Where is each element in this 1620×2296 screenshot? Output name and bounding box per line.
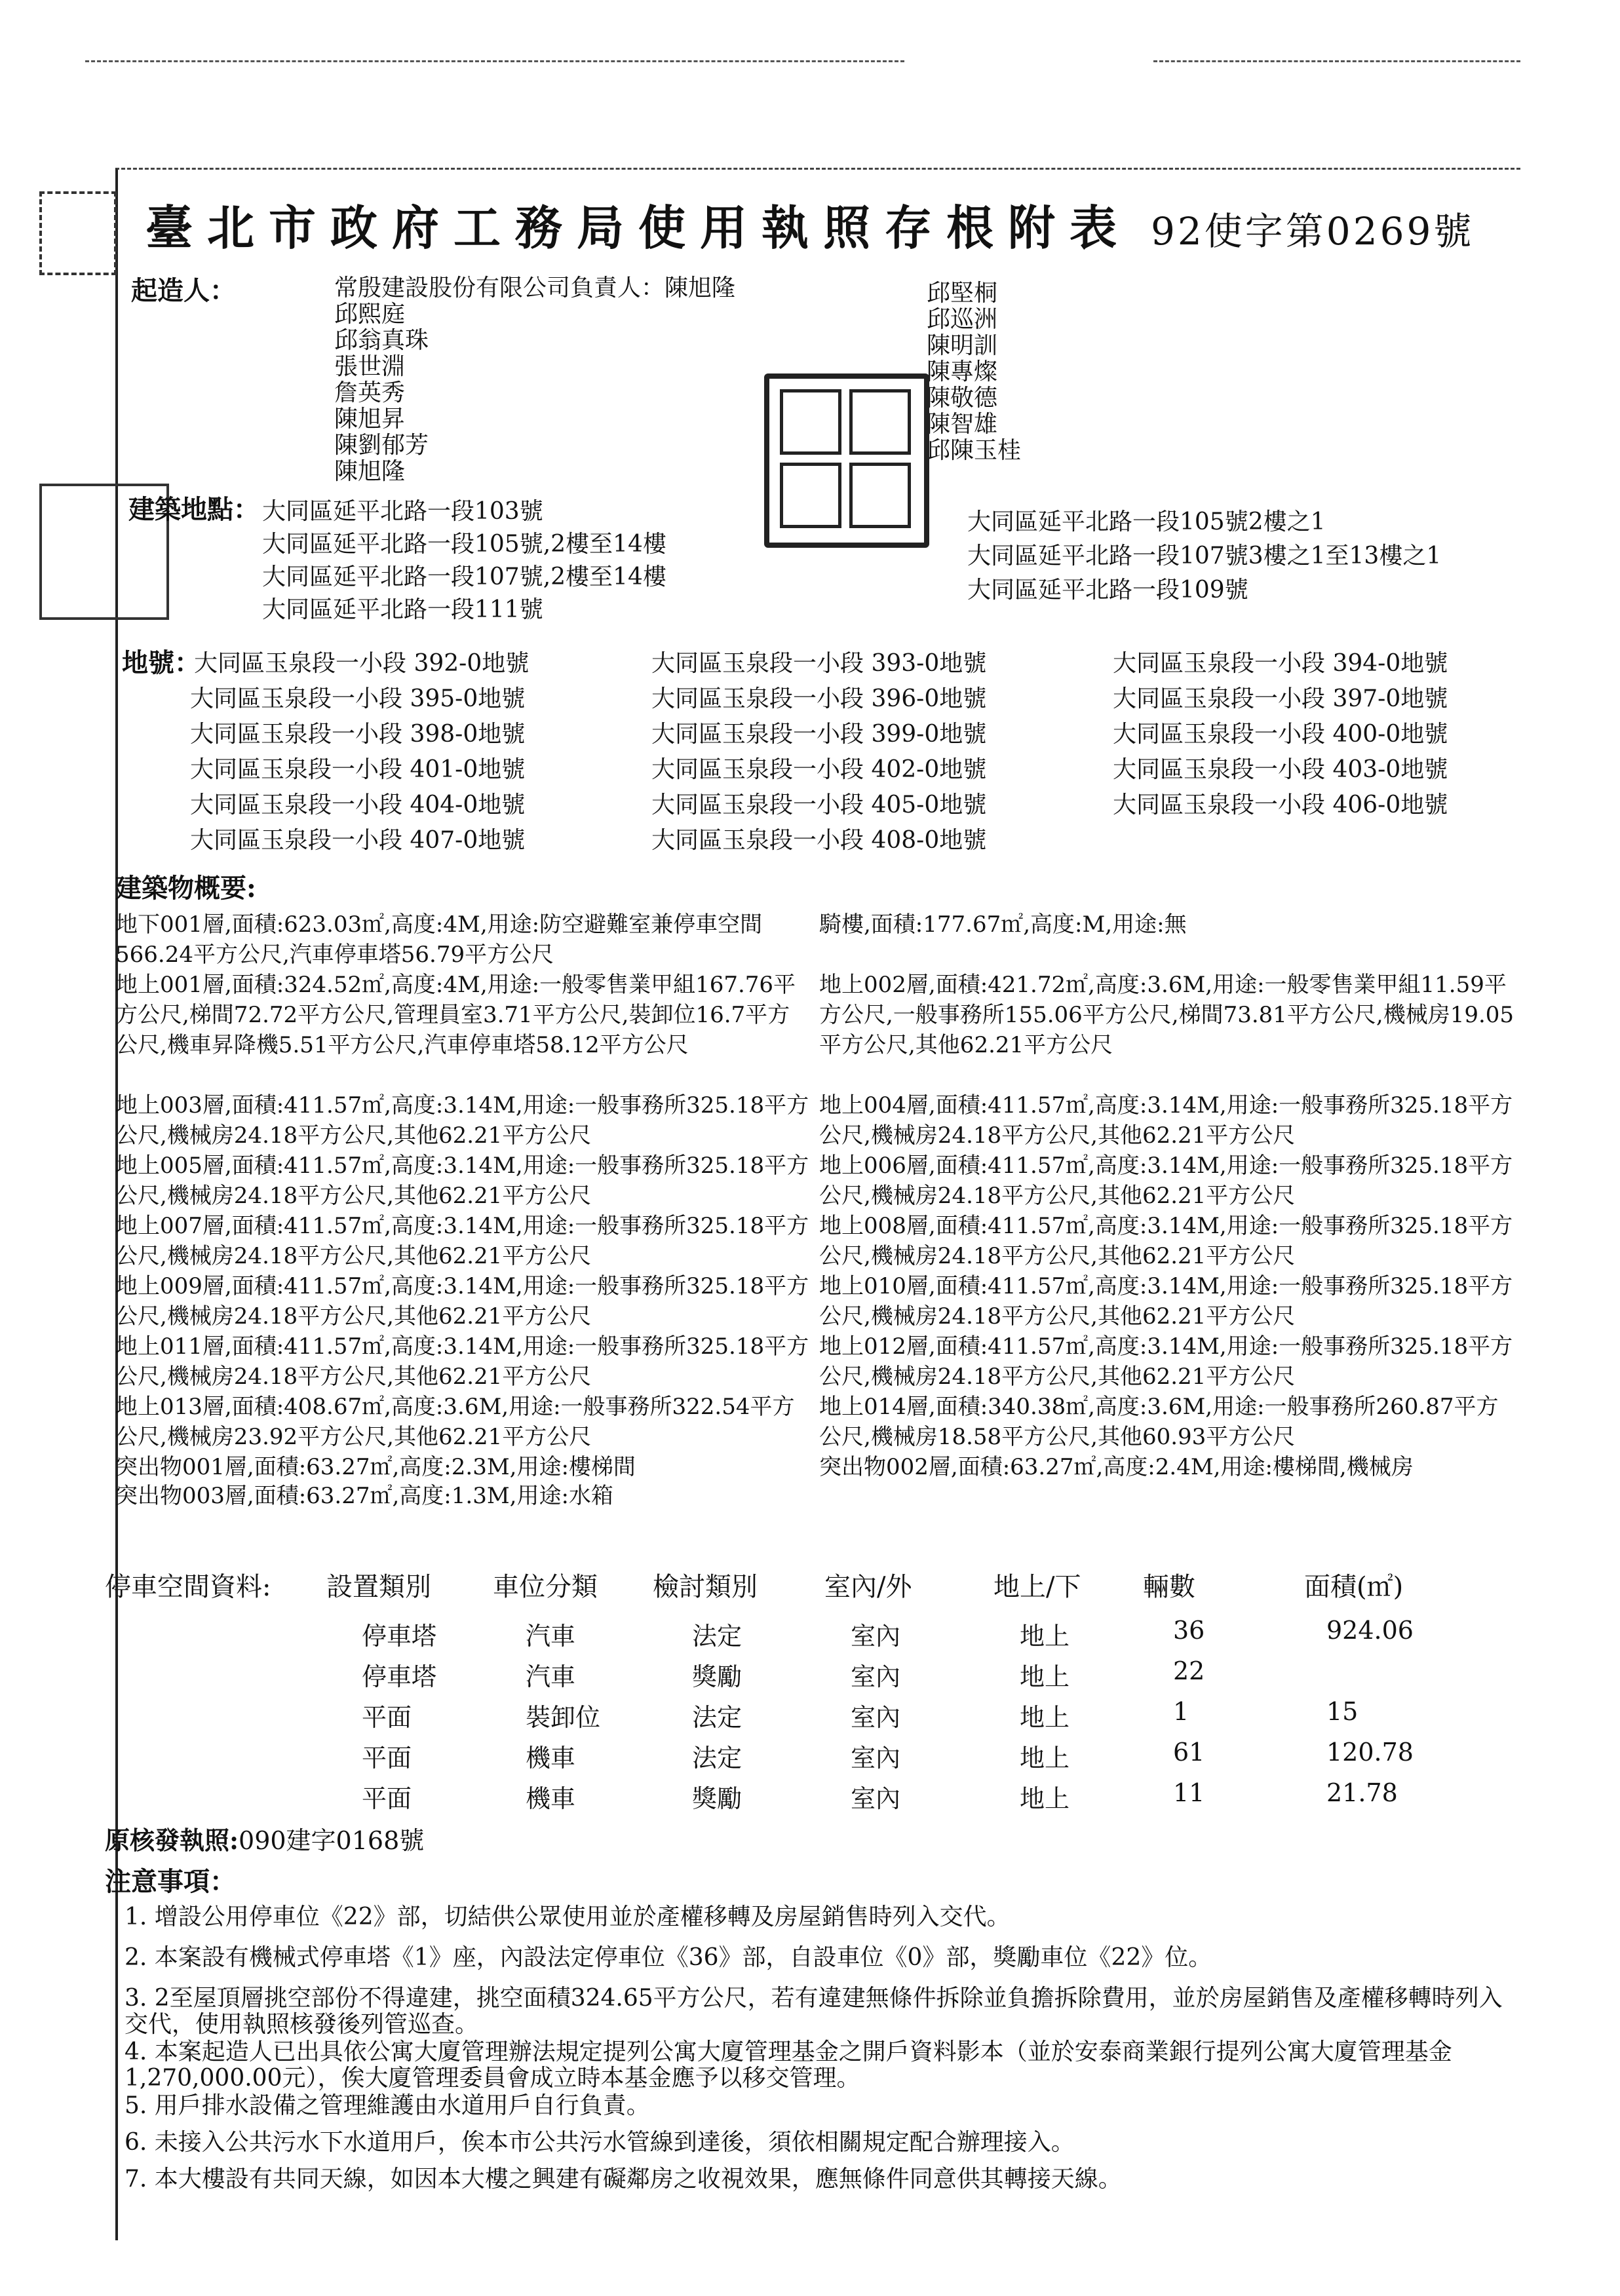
original-license-value: 090建字0168號 <box>239 1826 425 1855</box>
applicant-name: 張世淵 <box>334 353 406 380</box>
applicant-label: 起造人： <box>131 275 236 306</box>
applicant-name: 邱巡洲 <box>927 306 998 333</box>
floor-summary: 地上013層,面積:408.67㎡,高度:3.6M,用途:一般事務所322.54平方公尺,機械房23.92平方公尺,其他62.21平方公尺 <box>115 1394 795 1450</box>
site-address: 大同區延平北路一段111號 <box>262 596 543 623</box>
building-label: 建築物概要: <box>115 873 256 904</box>
site-right-list <box>967 503 1441 605</box>
lot-number: 大同區玉泉段一小段 401-0地號 <box>190 756 526 783</box>
parking-header: 室內/外 <box>824 1572 912 1602</box>
floor-summary: 地上008層,面積:411.57㎡,高度:3.14M,用途:一般事務所325.18平方公尺,機械房24.18平方公尺,其他62.21平方公尺 <box>819 1213 1513 1269</box>
parking-cell: 11 <box>1173 1778 1205 1807</box>
parking-cell: 停車塔 <box>362 1622 437 1651</box>
parking-cell: 21.78 <box>1326 1778 1398 1807</box>
applicant-left-list <box>334 275 735 485</box>
floor-summary: 地上010層,面積:411.57㎡,高度:3.14M,用途:一般事務所325.18平方公尺,機械房24.18平方公尺,其他62.21平方公尺 <box>819 1273 1513 1330</box>
parking-cell: 室內 <box>851 1622 901 1651</box>
parking-cell: 機車 <box>526 1784 576 1813</box>
floor-summary: 地上011層,面積:411.57㎡,高度:3.14M,用途:一般事務所325.18平方公尺,機械房24.18平方公尺,其他62.21平方公尺 <box>115 1333 809 1390</box>
applicant-name: 陳智雄 <box>927 411 998 438</box>
parking-header: 面積(㎡) <box>1304 1572 1404 1602</box>
notes-label: 注意事項： <box>105 1866 236 1897</box>
parking-cell: 平面 <box>362 1784 412 1813</box>
applicant-name: 邱堅桐 <box>927 280 998 307</box>
parking-cell: 裝卸位 <box>526 1703 601 1732</box>
note-item: 2. 本案設有機械式停車塔《1》座，內設法定停車位《36》部，自設車位《0》部，獎勵車位《22》位。 <box>125 1944 1212 1971</box>
applicant-name: 陳明訓 <box>927 332 998 359</box>
lot-number: 大同區玉泉段一小段 392-0地號 <box>194 650 530 677</box>
floor-summary: 地上002層,面積:421.72㎡,高度:3.6M,用途:一般零售業甲組11.59平方公尺,一般事務所155.06平方公尺,梯間73.81平方公尺,機械房19.05平方公尺,其他62.21平方公尺 <box>819 972 1514 1058</box>
applicant-name: 邱陳玉桂 <box>927 437 1022 464</box>
note-item: 6. 未接入公共污水下水道用戶，俟本市公共污水管線到達後，須依相關規定配合辦理接入。 <box>125 2129 1075 2156</box>
parking-header: 車位分類 <box>493 1572 598 1602</box>
parking-cell: 平面 <box>362 1703 412 1732</box>
floor-summary: 地上014層,面積:340.38㎡,高度:3.6M,用途:一般事務所260.87平方公尺,機械房18.58平方公尺,其他60.93平方公尺 <box>819 1394 1499 1450</box>
side-seal-top <box>39 191 117 275</box>
lot-number: 大同區玉泉段一小段 402-0地號 <box>651 756 987 783</box>
floor-summary: 地上004層,面積:411.57㎡,高度:3.14M,用途:一般事務所325.18平方公尺,機械房24.18平方公尺,其他62.21平方公尺 <box>819 1092 1513 1149</box>
applicant-name: 邱熙庭 <box>334 301 406 328</box>
parking-cell: 1 <box>1173 1697 1189 1726</box>
document-number: 92使字第0269號 <box>1151 209 1475 254</box>
lot-number: 大同區玉泉段一小段 394-0地號 <box>1113 650 1448 677</box>
parking-cell: 22 <box>1173 1656 1205 1685</box>
lot-number: 大同區玉泉段一小段 393-0地號 <box>651 650 987 677</box>
parking-cell: 地上 <box>1020 1703 1070 1732</box>
lot-number: 大同區玉泉段一小段 407-0地號 <box>190 827 526 854</box>
applicant-name: 陳專燦 <box>927 358 998 385</box>
parking-cell: 地上 <box>1020 1662 1070 1691</box>
note-item: 1. 增設公用停車位《22》部，切結供公眾使用並於產權移轉及房屋銷售時列入交代。 <box>125 1904 1011 1930</box>
parking-cell: 15 <box>1326 1697 1359 1726</box>
site-address: 大同區延平北路一段105號,2樓至14樓 <box>262 531 666 558</box>
parking-cell: 法定 <box>692 1703 742 1732</box>
floor-summary: 地上012層,面積:411.57㎡,高度:3.14M,用途:一般事務所325.18平方公尺,機械房24.18平方公尺,其他62.21平方公尺 <box>819 1333 1513 1390</box>
applicant-name: 陳劉郁芳 <box>334 432 429 459</box>
scan-line-top-right <box>1153 60 1520 62</box>
site-address: 大同區延平北路一段105號2樓之1 <box>967 508 1326 535</box>
lot-number: 大同區玉泉段一小段 398-0地號 <box>190 721 526 748</box>
applicant-name: 常殷建設股份有限公司負責人：陳旭隆 <box>334 275 736 301</box>
floor-summary: 地上009層,面積:411.57㎡,高度:3.14M,用途:一般事務所325.18平方公尺,機械房24.18平方公尺,其他62.21平方公尺 <box>115 1273 809 1330</box>
floor-summary: 騎樓,面積:177.67㎡,高度:M,用途:無 <box>819 911 1187 938</box>
applicant-name: 陳旭隆 <box>334 458 406 485</box>
note-item: 5. 用戶排水設備之管理維護由水道用戶自行負責。 <box>125 2092 650 2119</box>
lots-label: 地號： <box>122 647 201 678</box>
parking-header: 輛數 <box>1143 1572 1195 1602</box>
parking-cell: 汽車 <box>526 1622 576 1651</box>
parking-cell: 平面 <box>362 1744 412 1772</box>
parking-cell: 室內 <box>851 1784 901 1813</box>
floor-summary: 突出物002層,面積:63.27㎡,高度:2.4M,用途:樓梯間,機械房 <box>819 1454 1414 1480</box>
parking-header: 地上/下 <box>993 1572 1081 1602</box>
site-address: 大同區延平北路一段107號,2樓至14樓 <box>262 564 666 590</box>
parking-cell: 36 <box>1173 1616 1205 1645</box>
parking-cell: 獎勵 <box>692 1784 742 1813</box>
page-title: 臺北市政府工務局使用執照存根附表 <box>145 200 1132 256</box>
lot-number: 大同區玉泉段一小段 399-0地號 <box>651 721 987 748</box>
official-seal-stamp <box>764 373 929 548</box>
floor-summary: 地上003層,面積:411.57㎡,高度:3.14M,用途:一般事務所325.18平方公尺,機械房24.18平方公尺,其他62.21平方公尺 <box>115 1092 809 1149</box>
parking-cell: 室內 <box>851 1662 901 1691</box>
lot-number: 大同區玉泉段一小段 404-0地號 <box>190 792 526 818</box>
applicant-right-list <box>927 280 1021 464</box>
lot-number: 大同區玉泉段一小段 406-0地號 <box>1113 792 1448 818</box>
applicant-name: 陳旭昇 <box>334 406 406 432</box>
lot-number: 大同區玉泉段一小段 400-0地號 <box>1113 721 1448 748</box>
scan-line-top <box>85 60 904 62</box>
lot-number: 大同區玉泉段一小段 396-0地號 <box>651 685 987 712</box>
original-license-label: 原核發執照: <box>105 1826 239 1855</box>
floor-summary: 地上001層,面積:324.52㎡,高度:4M,用途:一般零售業甲組167.76平方公尺,梯間72.72平方公尺,管理員室3.71平方公尺,裝卸位16.7平方公尺,機車昇降機5.51平方公尺,汽車停車塔58.12平方公尺 <box>115 972 796 1058</box>
original-license <box>105 1820 424 1856</box>
parking-label: 停車空間資料: <box>105 1572 271 1602</box>
lot-number: 大同區玉泉段一小段 397-0地號 <box>1113 685 1448 712</box>
parking-cell: 地上 <box>1020 1622 1070 1651</box>
parking-cell: 924.06 <box>1326 1616 1414 1645</box>
site-address: 大同區延平北路一段107號3樓之1至13樓之1 <box>967 543 1442 569</box>
parking-cell: 機車 <box>526 1744 576 1772</box>
lot-number: 大同區玉泉段一小段 405-0地號 <box>651 792 987 818</box>
parking-cell: 室內 <box>851 1703 901 1732</box>
applicant-name: 陳敬德 <box>927 385 998 411</box>
site-label: 建築地點： <box>128 494 260 525</box>
parking-cell: 法定 <box>692 1744 742 1772</box>
applicant-name: 邱翁真珠 <box>334 327 429 354</box>
note-item: 4. 本案起造人已出具依公寓大廈管理辦法規定提列公寓大廈管理基金之開戶資料影本（並於安泰商業銀行提列公寓大廈管理基金1,270,000.00元），俟大廈管理委員會成立時本基金應予以移交管理。 <box>125 2038 1452 2092</box>
parking-cell: 汽車 <box>526 1662 576 1691</box>
parking-cell: 地上 <box>1020 1744 1070 1772</box>
parking-header: 檢討類別 <box>653 1572 758 1602</box>
parking-cell: 停車塔 <box>362 1662 437 1691</box>
lot-number: 大同區玉泉段一小段 408-0地號 <box>651 827 987 854</box>
parking-cell: 法定 <box>692 1622 742 1651</box>
floor-summary: 地上006層,面積:411.57㎡,高度:3.14M,用途:一般事務所325.18平方公尺,機械房24.18平方公尺,其他62.21平方公尺 <box>819 1153 1513 1209</box>
floor-summary: 突出物003層,面積:63.27㎡,高度:1.3M,用途:水箱 <box>115 1483 613 1509</box>
lot-number: 大同區玉泉段一小段 395-0地號 <box>190 685 526 712</box>
floor-summary: 地上005層,面積:411.57㎡,高度:3.14M,用途:一般事務所325.18平方公尺,機械房24.18平方公尺,其他62.21平方公尺 <box>115 1153 809 1209</box>
floor-summary: 地上007層,面積:411.57㎡,高度:3.14M,用途:一般事務所325.18平方公尺,機械房24.18平方公尺,其他62.21平方公尺 <box>115 1213 809 1269</box>
floor-summary: 突出物001層,面積:63.27㎡,高度:2.3M,用途:樓梯間 <box>115 1454 636 1480</box>
parking-cell: 獎勵 <box>692 1662 742 1691</box>
note-item: 7. 本大樓設有共同天線，如因本大樓之興建有礙鄰房之收視效果，應無條件同意供其轉接天線。 <box>125 2166 1122 2192</box>
parking-cell: 室內 <box>851 1744 901 1772</box>
note-item: 3. 2至屋頂層挑空部份不得違建，挑空面積324.65平方公尺，若有違建無條件拆除並負擔拆除費用，並於房屋銷售及產權移轉時列入交代，使用執照核發後列管巡查。 <box>125 1985 1503 2038</box>
parking-cell: 61 <box>1173 1738 1205 1767</box>
floor-summary: 地下001層,面積:623.03㎡,高度:4M,用途:防空避難室兼停車空間566.24平方公尺,汽車停車塔56.79平方公尺 <box>115 911 763 968</box>
lot-number: 大同區玉泉段一小段 403-0地號 <box>1113 756 1448 783</box>
parking-header: 設置類別 <box>326 1572 431 1602</box>
applicant-name: 詹英秀 <box>334 379 406 406</box>
parking-cell: 120.78 <box>1326 1738 1414 1767</box>
site-address: 大同區延平北路一段109號 <box>967 577 1248 603</box>
site-left-list <box>262 493 666 624</box>
site-address: 大同區延平北路一段103號 <box>262 498 543 525</box>
parking-cell: 地上 <box>1020 1784 1070 1813</box>
